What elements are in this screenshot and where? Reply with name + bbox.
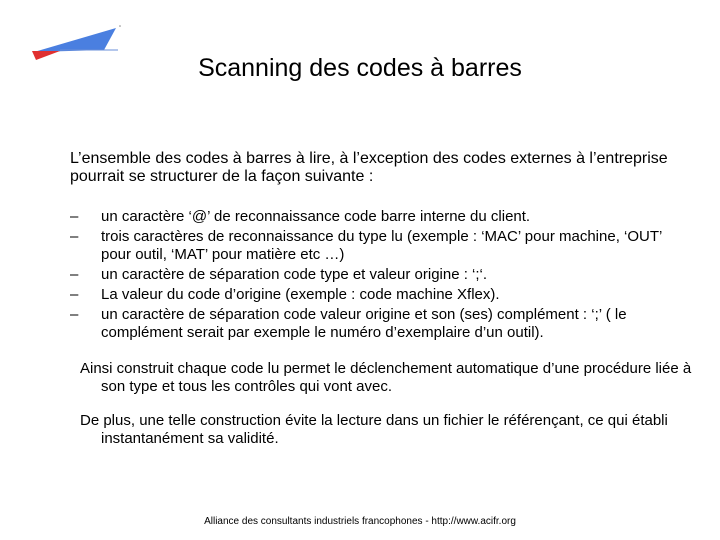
- logo-dot: [119, 25, 121, 27]
- footer: [0, 516, 720, 528]
- list-item: [70, 306, 690, 342]
- paragraph-automation: Ainsi construit chaque code lu permet le déclenchement automatique d’une procédure liée à son type et tous les contrôles qui vont avec.: [80, 360, 692, 395]
- footer-text: Alliance des consultants industriels francophones - http://www.acifr.org: [204, 516, 516, 527]
- bullet-dash: –: [70, 306, 79, 323]
- paragraph-validation: De plus, une telle construction évite la lecture dans un fichier le référençant, ce qui établi instantanément sa validité.: [80, 412, 668, 447]
- list-item: [70, 286, 690, 304]
- logo-blue-wedge: [34, 28, 116, 52]
- list-item-text: un caractère de séparation code type et valeur origine : ‘;‘.: [101, 266, 488, 283]
- slide-title: Scanning des codes à barres: [198, 54, 522, 82]
- list-item: [70, 228, 690, 264]
- structure-list: [70, 208, 690, 344]
- list-item: [70, 266, 690, 284]
- bullet-dash: –: [70, 286, 79, 303]
- list-item-text: un caractère de séparation code valeur origine et son (ses) complément : ‘;’ ( le complément serait par exemple le numéro d’exemplaire d’un outil).: [101, 306, 627, 341]
- list-item-text: trois caractères de reconnaissance du type lu (exemple : ‘MAC’ pour machine, ‘OUT’ pour outil, ‘MAT’ pour matière etc …): [101, 228, 662, 263]
- list-item-text: La valeur du code d’origine (exemple : code machine Xflex).: [101, 286, 500, 303]
- list-item-text: un caractère ‘@’ de reconnaissance code barre interne du client.: [101, 208, 531, 225]
- bullet-dash: –: [70, 266, 79, 283]
- bullet-dash: –: [70, 228, 79, 245]
- list-item: [70, 208, 690, 226]
- bullet-dash: –: [70, 208, 79, 225]
- intro-text: L’ensemble des codes à barres à lire, à l’exception des codes externes à l’entreprise pourrait se structurer de la façon suivante :: [70, 150, 668, 185]
